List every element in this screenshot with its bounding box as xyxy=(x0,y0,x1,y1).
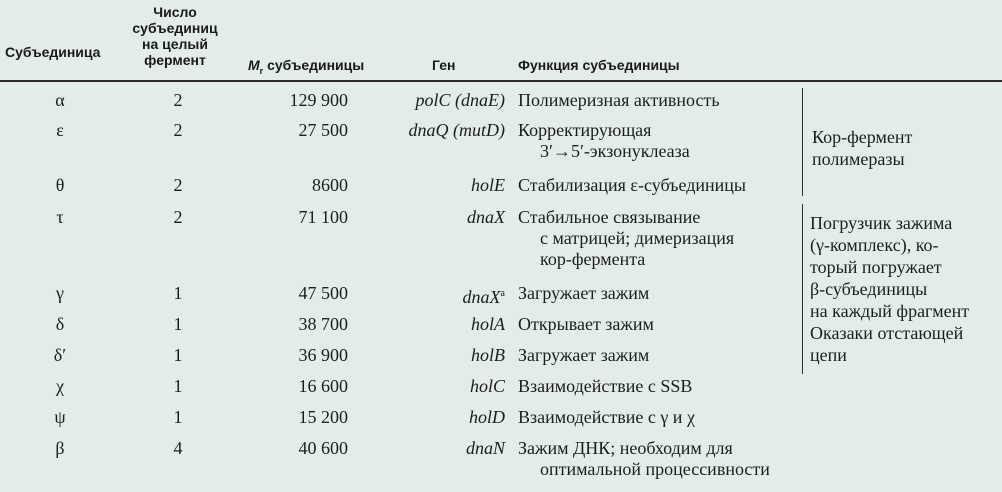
table-cell-count: 1 xyxy=(173,407,183,427)
table-cell-function: Зажим ДНК; необходим для xyxy=(518,438,733,458)
table-cell-function: оптимальной процессивности xyxy=(540,459,770,479)
clamp-loader-label-line: (γ-комплекс), ко- xyxy=(810,235,939,255)
table-cell-symbol: θ xyxy=(55,175,65,195)
table-cell-symbol: ε xyxy=(56,120,64,140)
clamp-loader-group-label xyxy=(810,212,969,366)
table-cell-function: Открывает зажим xyxy=(518,314,654,334)
header-subunit: Субъединица xyxy=(5,44,101,60)
table-cell-symbol: χ xyxy=(56,376,64,396)
table-cell-function: Загружает зажим xyxy=(518,283,650,303)
table-cell-symbol: δ′ xyxy=(53,345,67,365)
table-cell-count: 2 xyxy=(173,175,183,195)
table-cell-symbol: α xyxy=(55,90,65,110)
table-cell-mr: 129 900 xyxy=(289,90,348,110)
table-cell-function: Стабилизация ε-субъединицы xyxy=(518,175,747,195)
table-cell-count: 1 xyxy=(173,376,183,396)
table-cell-function: Полимеризная активность xyxy=(518,90,720,110)
table-cell-function: Взаимодействие с SSB xyxy=(518,376,693,396)
table-cell-mr: 71 100 xyxy=(298,207,348,227)
table-cell-symbol: β xyxy=(55,438,65,458)
table-cell-function: с матрицей; димеризация xyxy=(540,228,735,248)
header-count-line: субъединиц xyxy=(132,20,218,36)
table-cell-mr: 40 600 xyxy=(298,438,348,458)
table-cell-gene: dnaQ (mutD) xyxy=(408,120,505,140)
table-cell-function: Стабильное связывание xyxy=(518,207,701,227)
gene-footnote-marker: a xyxy=(500,288,505,299)
core-group-label-line: Кор-фермент xyxy=(812,127,913,147)
table-cell-function: кор-фермента xyxy=(540,249,646,269)
table-cell-mr: 36 900 xyxy=(298,345,348,365)
header-mr xyxy=(248,57,364,79)
table-cell-count: 4 xyxy=(173,438,183,458)
clamp-loader-label-line: Погрузчик зажима xyxy=(810,213,953,233)
table-cell-count: 1 xyxy=(173,314,183,334)
table-cell-mr: 8600 xyxy=(312,175,348,195)
table-cell-gene: holE xyxy=(471,175,505,195)
table-cell-symbol: γ xyxy=(56,283,64,303)
clamp-loader-label-line: на каждый фрагмент xyxy=(810,301,970,321)
table-cell-gene: polC (dnaE) xyxy=(415,90,505,110)
header-mr-subscript: r xyxy=(259,65,264,76)
clamp-loader-group-bracket xyxy=(802,204,803,374)
header-gene: Ген xyxy=(432,57,456,73)
header-mr-text: субъединицы xyxy=(263,57,365,73)
table-cell-symbol: δ xyxy=(55,314,65,334)
table-cell-function: 3′→5′-экзонуклеаза xyxy=(540,141,690,161)
table-cell-gene: dnaN xyxy=(465,438,505,458)
table-cell-mr: 38 700 xyxy=(298,314,348,334)
table-cell-symbol: ψ xyxy=(54,407,66,427)
table-cell-mr: 47 500 xyxy=(298,283,348,303)
table-cell-count: 2 xyxy=(173,120,183,140)
clamp-loader-label-line: торый погружает xyxy=(810,257,942,277)
header-rule xyxy=(0,80,1002,82)
table-cell-mr: 15 200 xyxy=(298,407,348,427)
table-cell-function: Взаимодействие с γ и χ xyxy=(518,407,695,427)
core-group-label-line: полимеразы xyxy=(812,149,905,169)
header-count-line: фермент xyxy=(144,52,206,68)
table-cell-gene: holB xyxy=(471,345,505,365)
table-cell-count: 1 xyxy=(173,345,183,365)
core-group-bracket xyxy=(802,88,803,196)
table-cell-function: Загружает зажим xyxy=(518,345,650,365)
table-cell-function: Корректирующая xyxy=(518,120,652,140)
table-cell-gene: holD xyxy=(469,407,505,427)
table-cell-gene: holC xyxy=(469,376,505,396)
clamp-loader-label-line: цепи xyxy=(810,345,847,365)
table-cell-mr: 27 500 xyxy=(298,120,348,140)
core-group-label xyxy=(812,126,912,170)
table-cell-count: 2 xyxy=(173,207,183,227)
header-count xyxy=(130,4,220,68)
header-count-line: на целый xyxy=(142,36,208,52)
clamp-loader-label-line: Оказаки отстающей xyxy=(810,323,964,343)
table-cell-gene: dnaX xyxy=(467,207,505,227)
table-cell-gene xyxy=(345,283,505,308)
header-count-line: Число xyxy=(153,4,197,20)
table-cell-mr: 16 600 xyxy=(298,376,348,396)
table-cell-symbol: τ xyxy=(56,207,64,227)
header-mr-symbol: M xyxy=(248,57,260,73)
table-cell-count: 2 xyxy=(173,90,183,110)
gene-name: dnaX xyxy=(462,287,501,307)
header-function: Функция субъединицы xyxy=(518,57,680,73)
table-cell-gene: holA xyxy=(471,314,505,334)
table-cell-count: 1 xyxy=(173,283,183,303)
clamp-loader-label-line: β-субъединицы xyxy=(810,279,928,299)
